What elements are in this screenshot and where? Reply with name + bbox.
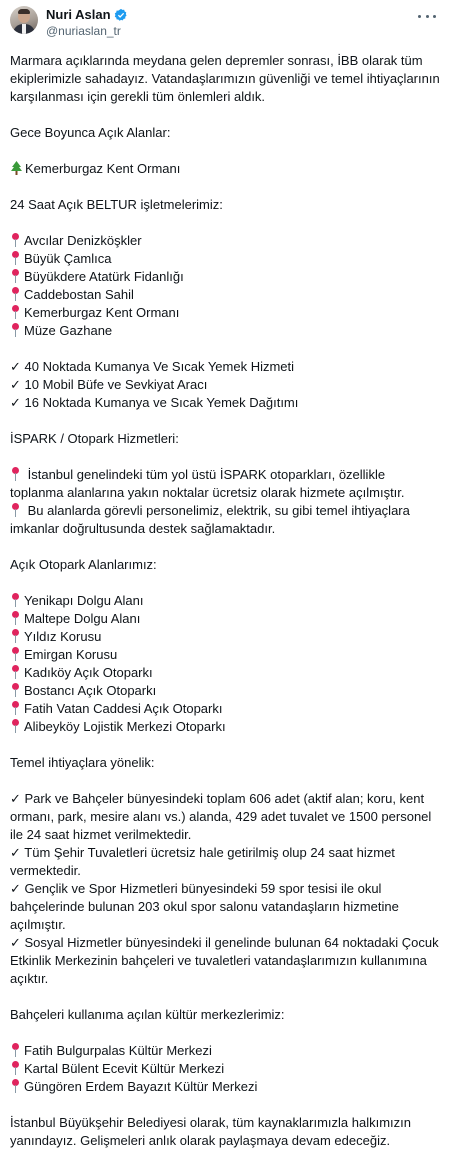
round-pushpin-icon: [10, 1060, 21, 1076]
round-pushpin-icon: [10, 718, 21, 734]
round-pushpin-icon: [10, 304, 21, 320]
list-item: Büyük Çamlıca: [10, 250, 442, 268]
check-item: ✓ 16 Noktada Kumanya ve Sıcak Yemek Dağıtımı: [10, 395, 299, 410]
list-item: Bostancı Açık Otoparkı: [10, 682, 442, 700]
round-pushpin-icon: [10, 466, 21, 482]
list-item: Güngören Erdem Bayazıt Kültür Merkezi: [10, 1078, 442, 1096]
list-item: İstanbul genelindeki tüm yol üstü İSPARK otoparkları, özellikle toplanma alanlarına yakın noktalar ücretsiz olarak hizmete açılmıştır.: [10, 467, 405, 500]
round-pushpin-icon: [10, 646, 21, 662]
list-item: Fatih Bulgurpalas Kültür Merkezi: [10, 1042, 442, 1060]
beltur-title: 24 Saat Açık BELTUR işletmelerimiz:: [10, 197, 223, 212]
service-checks: [10, 358, 442, 412]
round-pushpin-icon: [10, 1078, 21, 1094]
avatar[interactable]: [10, 6, 38, 34]
round-pushpin-icon: [10, 664, 21, 680]
list-item: Maltepe Dolgu Alanı: [10, 610, 442, 628]
list-item: Emirgan Korusu: [10, 646, 442, 664]
round-pushpin-icon: [10, 1042, 21, 1058]
parking-list: [10, 592, 442, 736]
evergreen-tree-icon: [10, 160, 23, 176]
intro-paragraph: Marmara açıklarında meydana gelen depremler sonrası, İBB olarak tüm ekiplerimizle sahadayız. Vatandaşlarımızın güvenliği ve temel ihtiyaçlarının karşılanması için gerekli tüm önlemleri aldık.: [10, 53, 440, 104]
list-item: Büyükdere Atatürk Fidanlığı: [10, 268, 442, 286]
more-options-icon[interactable]: [418, 9, 436, 23]
round-pushpin-icon: [10, 682, 21, 698]
list-item: Yenikapı Dolgu Alanı: [10, 592, 442, 610]
check-item: ✓ Sosyal Hizmetler bünyesindeki il genelinde bulunan 64 noktadaki Çocuk Etkinlik Merkezinin bahçeleri ve tuvaletleri vatandaşlarımızın kullanımına açıktır.: [10, 935, 439, 986]
needs-list: [10, 790, 442, 988]
beltur-list: [10, 232, 442, 340]
night-title: Gece Boyunca Açık Alanlar:: [10, 125, 171, 140]
list-item: [10, 160, 442, 178]
list-item: Alibeyköy Lojistik Merkezi Otoparkı: [10, 718, 442, 736]
author-handle[interactable]: @nuriaslan_tr: [46, 24, 121, 38]
ispark-list: [10, 466, 442, 538]
culture-list: [10, 1042, 442, 1096]
check-item: ✓ Tüm Şehir Tuvaletleri ücretsiz hale getirilmiş olup 24 saat hizmet vermektedir.: [10, 845, 395, 878]
list-item: Yıldız Korusu: [10, 628, 442, 646]
author-name-row[interactable]: [46, 7, 128, 22]
round-pushpin-icon: [10, 286, 21, 302]
round-pushpin-icon: [10, 592, 21, 608]
tweet-header: [0, 0, 450, 48]
list-item: Bu alanlarda görevli personelimiz, elektrik, su gibi temel ihtiyaçlara imkanlar doğrultusunda destek sağlamaktadır.: [10, 503, 410, 536]
list-item: Avcılar Denizköşkler: [10, 232, 442, 250]
round-pushpin-icon: [10, 322, 21, 338]
parking-title: Açık Otopark Alanlarımız:: [10, 557, 157, 572]
list-item: Kadıköy Açık Otoparkı: [10, 664, 442, 682]
needs-title: Temel ihtiyaçlara yönelik:: [10, 755, 155, 770]
list-item: Kartal Bülent Ecevit Kültür Merkezi: [10, 1060, 442, 1078]
night-list: [10, 160, 442, 178]
round-pushpin-icon: [10, 502, 21, 518]
round-pushpin-icon: [10, 250, 21, 266]
author-name[interactable]: Nuri Aslan: [46, 7, 111, 22]
culture-title: Bahçeleri kullanıma açılan kültür merkezlerimiz:: [10, 1007, 285, 1022]
check-item: ✓ Gençlik ve Spor Hizmetleri bünyesindeki 59 spor tesisi ile okul bahçelerinde bulunan 203 okul spor salonu vatandaşların hizmetine açılmıştır.: [10, 881, 399, 932]
list-item: Kemerburgaz Kent Ormanı: [10, 304, 442, 322]
list-item: Fatih Vatan Caddesi Açık Otoparkı: [10, 700, 442, 718]
round-pushpin-icon: [10, 232, 21, 248]
check-item: ✓ 40 Noktada Kumanya Ve Sıcak Yemek Hizmeti: [10, 359, 295, 374]
round-pushpin-icon: [10, 628, 21, 644]
ispark-title: İSPARK / Otopark Hizmetleri:: [10, 431, 179, 446]
verified-badge-icon: [114, 8, 128, 22]
night-item-label: Kemerburgaz Kent Ormanı: [25, 161, 181, 176]
round-pushpin-icon: [10, 700, 21, 716]
check-item: ✓ Park ve Bahçeler bünyesindeki toplam 606 adet (aktif alan; koru, kent ormanı, park, mesire alanı vs.) alanda, 429 adet tuvalet ve 1500 personel ile 24 saat hizmet verilmektedir.: [10, 791, 432, 842]
round-pushpin-icon: [10, 268, 21, 284]
tweet-text: [10, 52, 442, 1168]
list-item: Caddebostan Sahil: [10, 286, 442, 304]
list-item: Müze Gazhane: [10, 322, 442, 340]
round-pushpin-icon: [10, 610, 21, 626]
outro-paragraph: İstanbul Büyükşehir Belediyesi olarak, tüm kaynaklarımızla halkımızın yanındayız. Gelişmeleri anlık olarak paylaşmaya devam edeceğiz.: [10, 1115, 412, 1148]
check-item: ✓ 10 Mobil Büfe ve Sevkiyat Aracı: [10, 377, 208, 392]
